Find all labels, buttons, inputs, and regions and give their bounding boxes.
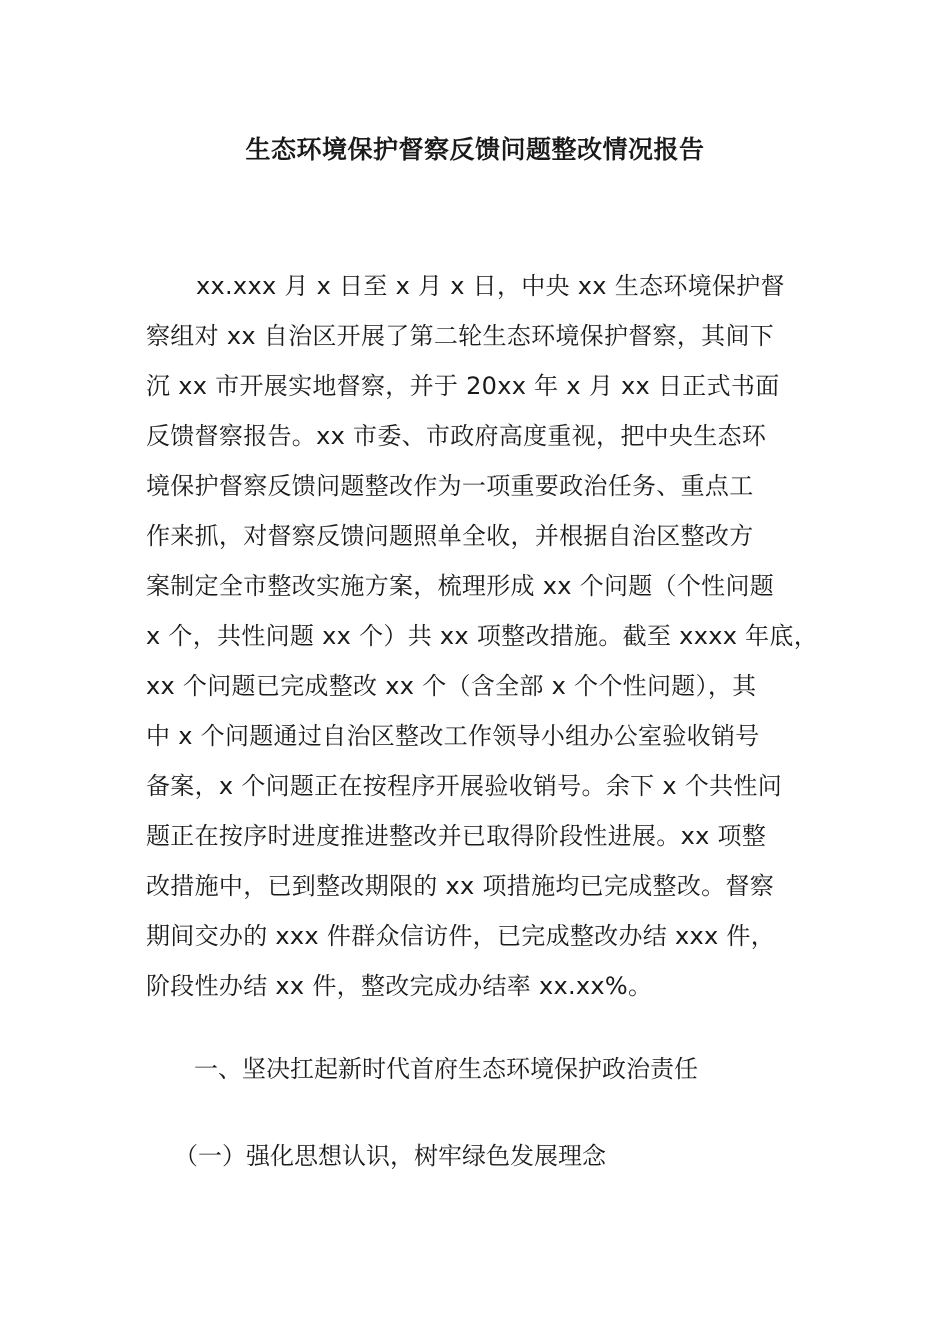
paragraph-line: xx 个问题已完成整改 xx 个（含全部 x 个个性问题），其	[146, 672, 757, 700]
paragraph-line: 案制定全市整改实施方案，梳理形成 xx 个问题（个性问题	[146, 572, 775, 600]
paragraph-line: 改措施中，已到整改期限的 xx 项措施均已完成整改。督察	[146, 872, 775, 900]
paragraph-line: xx.xxx 月 x 日至 x 月 x 日，中央 xx 生态环境保护督	[196, 272, 785, 300]
paragraph-line: 期间交办的 xxx 件群众信访件，已完成整改办结 xxx 件，	[146, 922, 776, 950]
paragraph-line: 察组对 xx 自治区开展了第二轮生态环境保护督察，其间下	[146, 322, 775, 350]
paragraph-line: 中 x 个问题通过自治区整改工作领导小组办公室验收销号	[146, 722, 760, 750]
paragraph-line: 境保护督察反馈问题整改作为一项重要政治任务、重点工	[146, 472, 754, 500]
section-heading: 一、坚决扛起新时代首府生态环境保护政治责任	[194, 1055, 698, 1083]
paragraph-line: 备案，x 个问题正在按程序开展验收销号。余下 x 个共性问	[146, 772, 782, 800]
paragraph-line: 题正在按序时进度推进整改并已取得阶段性进展。xx 项整	[146, 822, 767, 850]
paragraph-line: 阶段性办结 xx 件，整改完成办结率 xx.xx%。	[146, 972, 653, 1000]
paragraph-line: x 个，共性问题 xx 个）共 xx 项整改措施。截至 xxxx 年底，	[146, 622, 819, 650]
paragraph-line: 作来抓，对督察反馈问题照单全收，并根据自治区整改方	[146, 522, 754, 550]
paragraph-line: 沉 xx 市开展实地督察，并于 20xx 年 x 月 xx 日正式书面	[146, 372, 780, 400]
document-title: 生态环境保护督察反馈问题整改情况报告	[245, 135, 705, 164]
paragraph-line: 反馈督察报告。xx 市委、市政府高度重视，把中央生态环	[146, 422, 767, 450]
subsection-heading: （一）强化思想认识，树牢绿色发展理念	[174, 1142, 606, 1170]
